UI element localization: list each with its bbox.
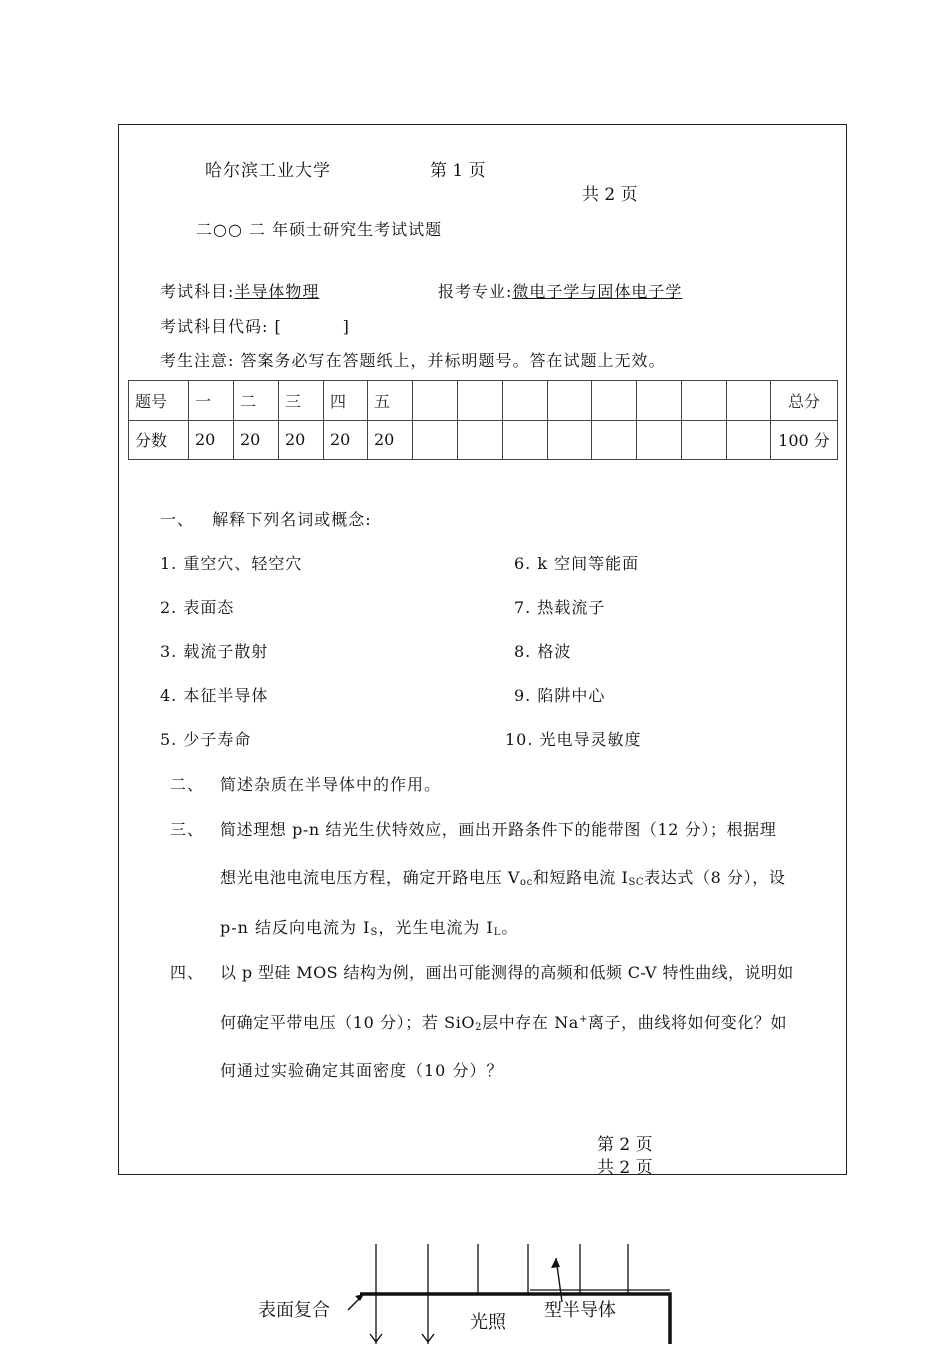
subject-label: 考试科目: xyxy=(160,282,235,301)
section2-text: 简述杂质在半导体中的作用。 xyxy=(220,775,442,794)
pn-junction-diagram xyxy=(240,1238,700,1344)
table-cell: 一 xyxy=(189,381,234,421)
subject-line xyxy=(160,279,319,302)
text-span: ，光生电流为 I xyxy=(378,918,494,937)
section4-number: 四、 xyxy=(170,963,205,982)
major-line xyxy=(438,279,682,302)
text-span: 层中存在 Na xyxy=(482,1013,579,1032)
list-item: 3. 载流子散射 xyxy=(160,642,269,661)
page-number-top: 第 1 页 xyxy=(430,161,486,181)
section4-line2 xyxy=(220,1010,787,1033)
text-span: 想光电池电流电压方程，确定开路电压 V xyxy=(220,868,521,887)
table-cell: 20 xyxy=(279,420,324,460)
table-cell: 100 分 xyxy=(771,420,838,460)
table-cell xyxy=(592,381,637,421)
table-cell xyxy=(503,420,548,460)
total-pages-top: 共 2 页 xyxy=(582,185,638,205)
score-table xyxy=(128,380,838,460)
diagram-svg xyxy=(240,1238,700,1344)
text-span: 何确定平带电压（10 分）；若 SiO xyxy=(220,1013,476,1032)
table-cell: 总分 xyxy=(771,381,838,421)
score-table-score-row xyxy=(129,420,838,460)
table-cell xyxy=(503,381,548,421)
table-cell: 20 xyxy=(368,420,413,460)
list-item: 9. 陷阱中心 xyxy=(514,686,606,705)
table-cell xyxy=(458,381,503,421)
section4-line1: 以 p 型硅 MOS 结构为例，画出可能测得的高频和低频 C-V 特性曲线，说明如 xyxy=(220,963,794,982)
table-cell: 20 xyxy=(234,420,279,460)
table-cell xyxy=(413,381,458,421)
list-item: 10. 光电导灵敏度 xyxy=(505,730,642,749)
table-cell: 题号 xyxy=(129,381,189,421)
university-name: 哈尔滨工业大学 xyxy=(205,161,331,181)
table-cell xyxy=(682,420,727,460)
exam-title: 二○○ 二 年硕士研究生考试试题 xyxy=(196,220,443,239)
exam-notice: 考生注意: 答案务必写在答题纸上，并标明题号。答在试题上无效。 xyxy=(160,351,666,370)
subscript: S xyxy=(370,927,379,938)
table-cell xyxy=(727,420,771,460)
score-table-header-row xyxy=(129,381,838,421)
list-item: 2. 表面态 xyxy=(160,598,235,617)
section1-title: 一、 解释下列名词或概念: xyxy=(160,510,372,529)
major-label: 报考专业: xyxy=(438,282,513,301)
subject-value: 半导体物理 xyxy=(234,282,320,301)
section4-line3: 何通过实验确定其面密度（10 分）？ xyxy=(220,1061,504,1080)
surface-recombination-label: 表面复合 xyxy=(258,1300,330,1321)
table-cell: 三 xyxy=(279,381,324,421)
table-cell xyxy=(637,420,682,460)
list-item: 5. 少子寿命 xyxy=(160,730,252,749)
table-cell: 分数 xyxy=(129,420,189,460)
table-cell xyxy=(682,381,727,421)
list-item: 6. k 空间等能面 xyxy=(514,554,640,573)
arrow-head xyxy=(551,1258,560,1268)
table-cell xyxy=(592,420,637,460)
semiconductor-boundary xyxy=(360,1294,670,1344)
section3-line2 xyxy=(220,865,785,888)
table-cell: 20 xyxy=(324,420,368,460)
text-span: 。 xyxy=(501,918,519,937)
table-cell xyxy=(727,381,771,421)
text-span: 表达式（8 分），设 xyxy=(644,868,786,887)
section2-number: 二、 xyxy=(170,775,205,794)
total-pages-footer: 共 2 页 xyxy=(597,1158,653,1178)
table-cell: 二 xyxy=(234,381,279,421)
page-number-footer: 第 2 页 xyxy=(597,1135,653,1155)
illumination-label: 光照 xyxy=(470,1312,506,1333)
table-cell: 四 xyxy=(324,381,368,421)
superscript: + xyxy=(578,1014,588,1025)
table-cell xyxy=(548,420,592,460)
section3-line1: 简述理想 p-n 结光生伏特效应，画出开路条件下的能带图（12 分）；根据理 xyxy=(220,820,777,839)
subscript: L xyxy=(493,927,502,938)
table-cell: 20 xyxy=(189,420,234,460)
table-cell xyxy=(413,420,458,460)
subscript: 2 xyxy=(475,1022,483,1033)
text-span: p-n 结反向电流为 I xyxy=(220,918,371,937)
table-cell xyxy=(637,381,682,421)
subscript: SC xyxy=(628,877,645,888)
subscript: oc xyxy=(520,877,533,888)
text-span: 和短路电流 I xyxy=(532,868,629,887)
section3-line3 xyxy=(220,915,518,938)
list-item: 4. 本征半导体 xyxy=(160,686,269,705)
major-value: 微电子学与固体电子学 xyxy=(512,282,683,301)
table-cell: 五 xyxy=(368,381,413,421)
semiconductor-type-label: 型半导体 xyxy=(544,1300,616,1321)
arrow-head xyxy=(355,1294,364,1301)
subject-code-line: 考试科目代码: [ ] xyxy=(160,317,350,336)
table-cell xyxy=(548,381,592,421)
section3-number: 三、 xyxy=(170,820,205,839)
text-span: 离子，曲线将如何变化？如 xyxy=(587,1013,788,1032)
list-item: 8. 格波 xyxy=(514,642,572,661)
list-item: 1. 重空穴、轻空穴 xyxy=(160,554,303,573)
table-cell xyxy=(458,420,503,460)
list-item: 7. 热载流子 xyxy=(514,598,606,617)
